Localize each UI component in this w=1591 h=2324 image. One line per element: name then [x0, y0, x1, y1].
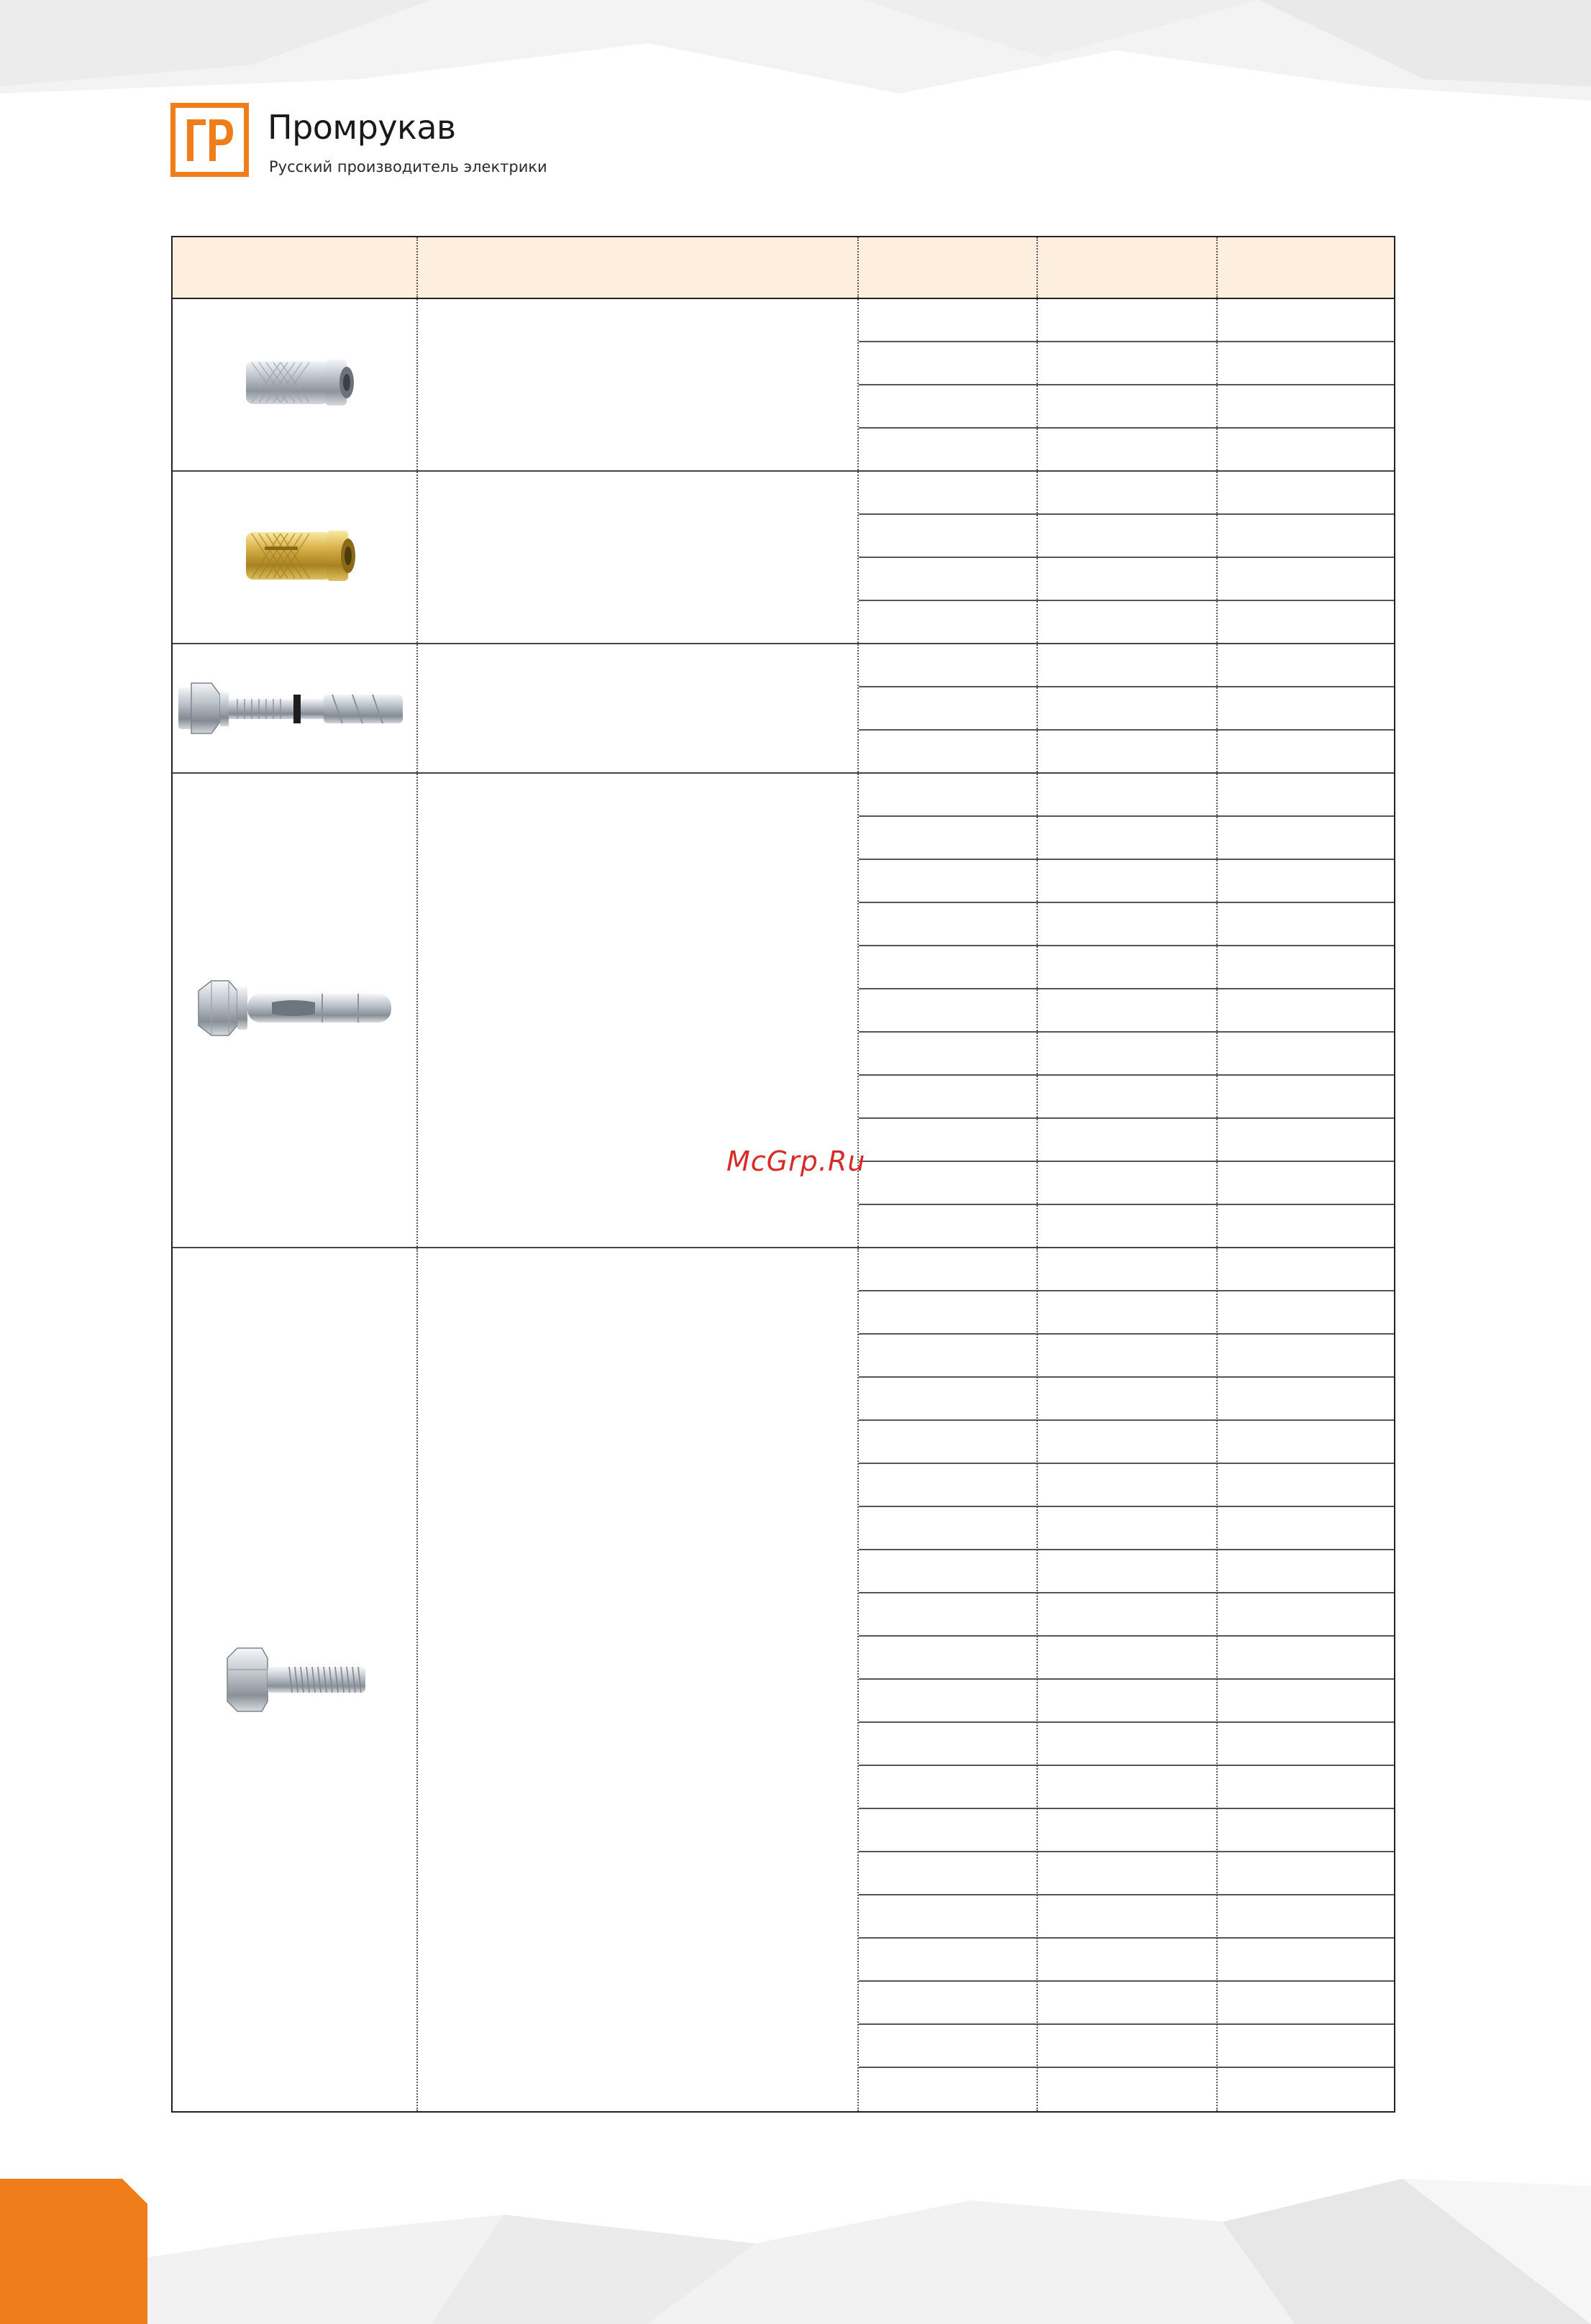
product-group: [173, 299, 1394, 472]
column-divider: [857, 237, 859, 298]
brand-tagline: Русский производитель электрики: [269, 158, 547, 175]
drop-in-anchor-steel-icon: [217, 352, 373, 414]
product-group: [173, 774, 1394, 1248]
column-divider: [1036, 237, 1038, 298]
product-group: [173, 644, 1394, 774]
brand-logo: [170, 103, 249, 177]
column-divider: [1216, 237, 1218, 298]
gp-monogram-icon: [175, 108, 244, 172]
wedge-anchor-bolt-icon: [173, 673, 416, 745]
product-group: [173, 472, 1394, 644]
orange-corner-tab: [0, 2179, 147, 2324]
column-divider: [416, 237, 418, 298]
sleeve-anchor-bolt-icon: [193, 974, 401, 1043]
drop-in-anchor-brass-icon: [217, 525, 373, 587]
hex-bolt-icon: [223, 1644, 374, 1716]
watermark: McGrp.Ru: [726, 1145, 866, 1177]
brand-name: Промрукав: [268, 108, 456, 147]
table-header-row: [173, 237, 1394, 299]
product-group: [173, 1248, 1394, 2111]
